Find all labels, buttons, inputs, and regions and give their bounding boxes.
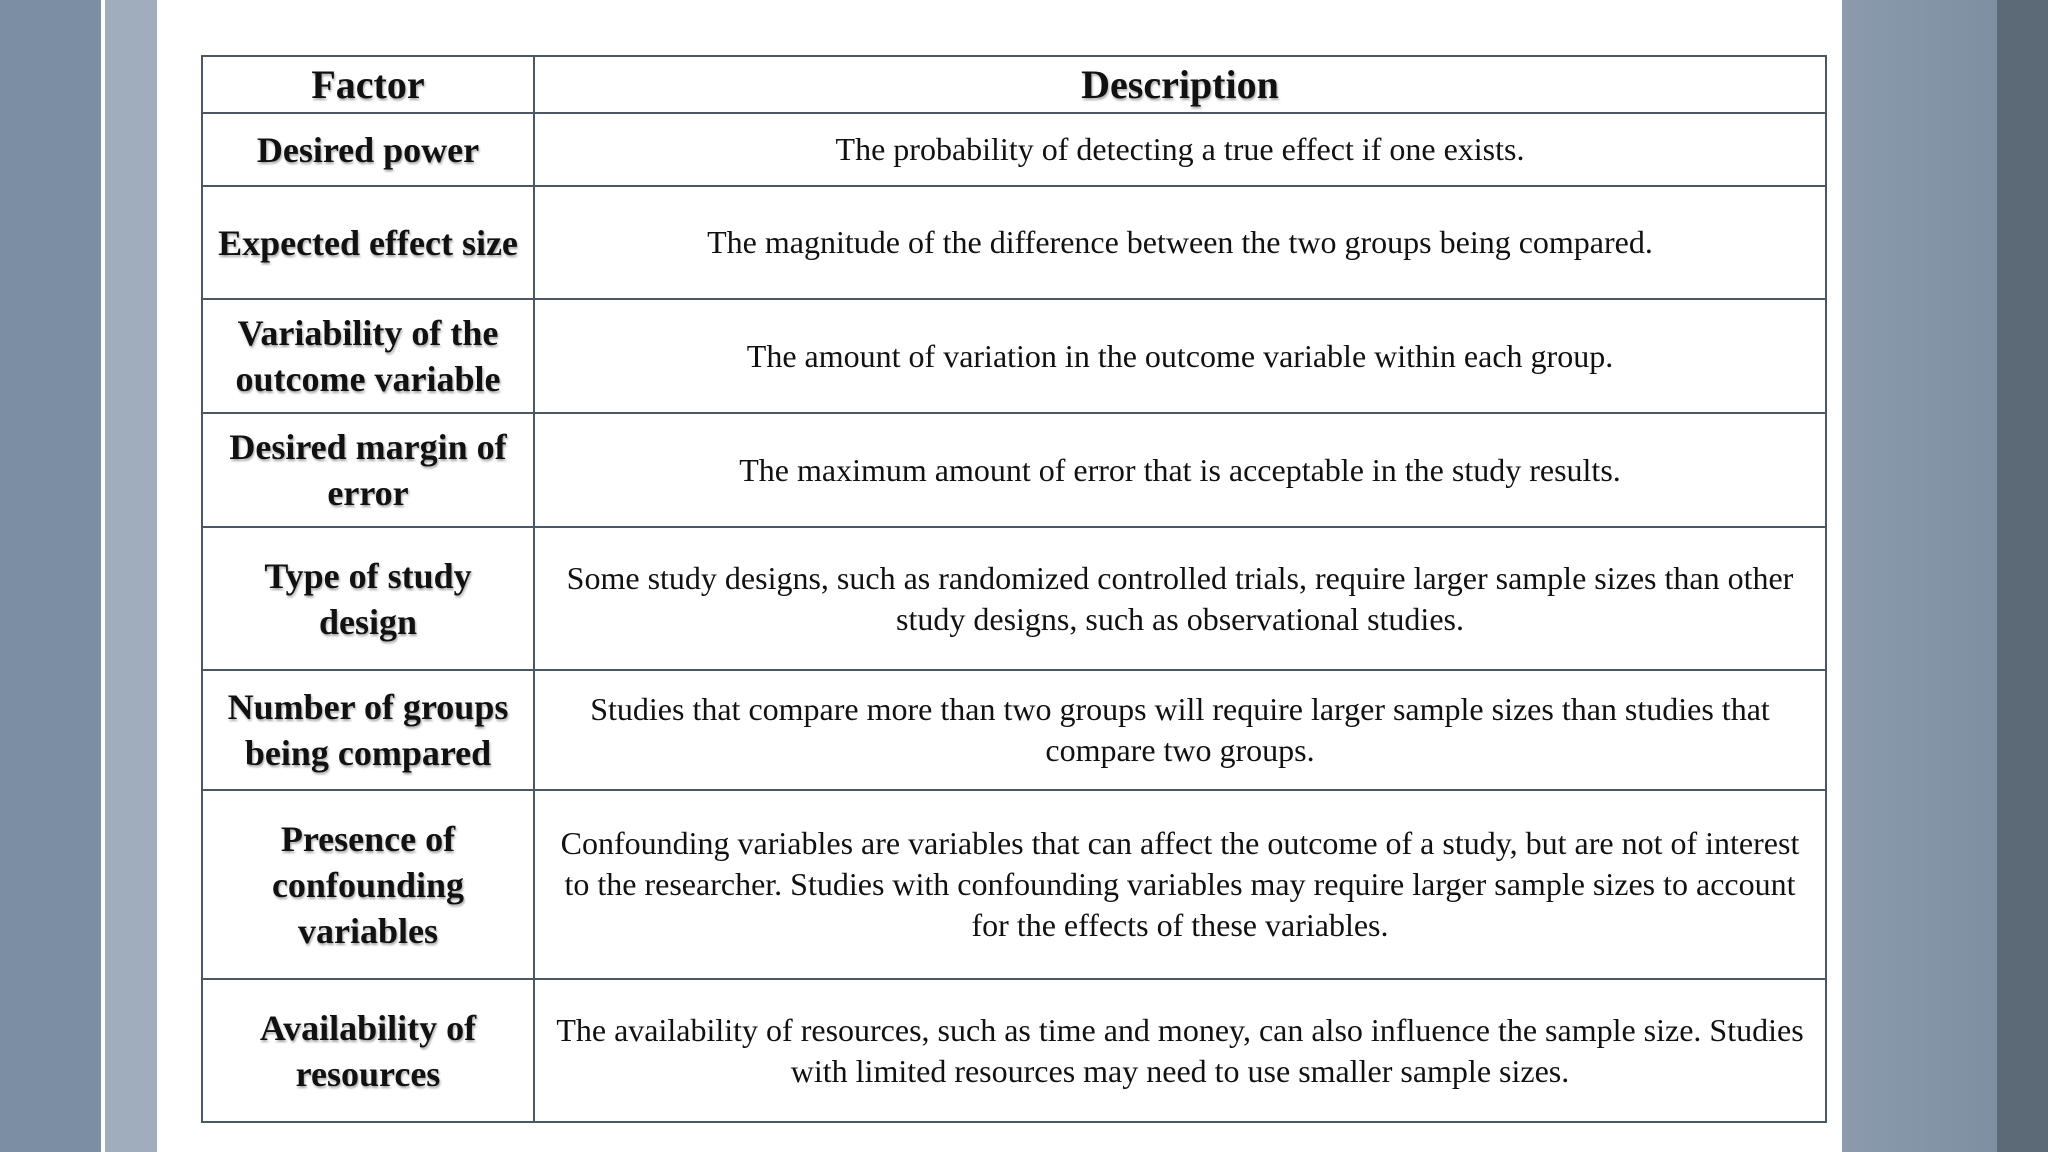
table-row <box>202 527 1826 670</box>
factor-cell: Variability of the outcome variable <box>202 299 534 413</box>
factor-cell: Number of groups being compared <box>202 670 534 790</box>
factor-cell: Type of study design <box>202 527 534 670</box>
factor-cell: Availability of resources <box>202 979 534 1122</box>
factor-cell: Desired margin of error <box>202 413 534 527</box>
header-factor: Factor <box>202 56 534 113</box>
description-cell: The amount of variation in the outcome variable within each group. <box>534 299 1826 413</box>
table-row <box>202 299 1826 413</box>
frame-right-outer <box>1997 0 2048 1152</box>
slide-content <box>157 0 1842 1152</box>
table-row <box>202 670 1826 790</box>
table-row <box>202 979 1826 1122</box>
description-cell: The magnitude of the difference between the two groups being compared. <box>534 186 1826 299</box>
frame-left-inner <box>105 0 157 1152</box>
frame-right-inner <box>1842 0 1997 1152</box>
header-description: Description <box>534 56 1826 113</box>
factor-cell: Presence of confounding variables <box>202 790 534 979</box>
table-row <box>202 186 1826 299</box>
factors-table <box>201 55 1827 1123</box>
factor-cell: Desired power <box>202 113 534 186</box>
description-cell: The maximum amount of error that is acceptable in the study results. <box>534 413 1826 527</box>
description-cell: Some study designs, such as randomized controlled trials, require larger sample sizes than other study designs, such as observational studies. <box>534 527 1826 670</box>
table-header-row <box>202 56 1826 113</box>
table-row <box>202 113 1826 186</box>
table-row <box>202 790 1826 979</box>
table-row <box>202 413 1826 527</box>
factor-cell: Expected effect size <box>202 186 534 299</box>
description-cell: Studies that compare more than two groups will require larger sample sizes than studies that compare two groups. <box>534 670 1826 790</box>
description-cell: Confounding variables are variables that can affect the outcome of a study, but are not of interest to the researcher. Studies with confounding variables may require larger sample sizes to account for the effects of these variables. <box>534 790 1826 979</box>
description-cell: The probability of detecting a true effect if one exists. <box>534 113 1826 186</box>
description-cell: The availability of resources, such as time and money, can also influence the sample size. Studies with limited resources may need to use smaller sample sizes. <box>534 979 1826 1122</box>
frame-left-outer <box>0 0 103 1152</box>
